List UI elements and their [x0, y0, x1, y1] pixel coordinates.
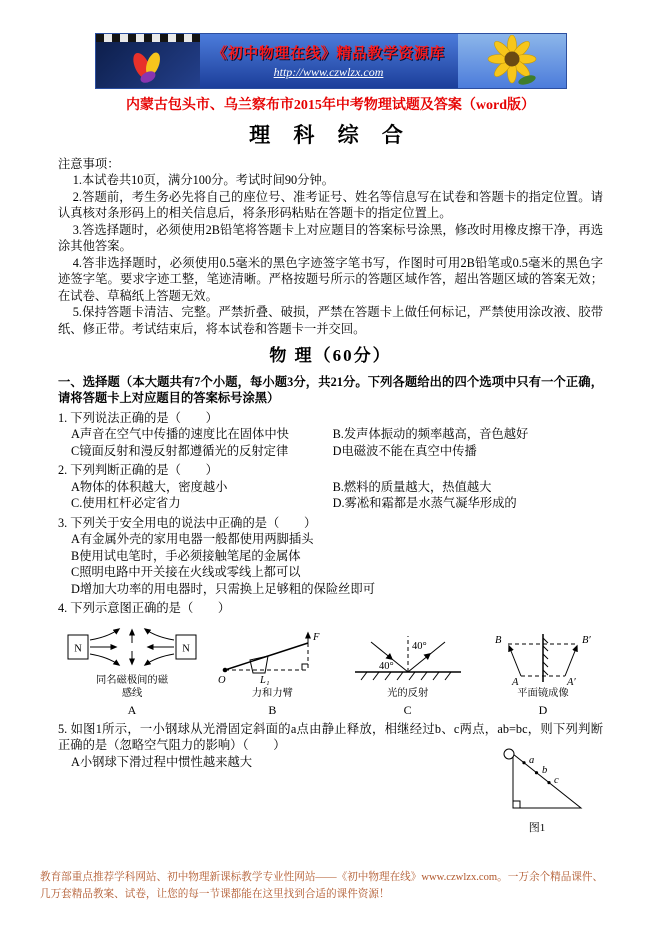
question-2-option-a: A物体的体积越大，密度越小: [71, 479, 228, 494]
question-5-option-a: A小钢球下滑过程中惯性越来越大: [71, 754, 253, 769]
object-bottom-label: A: [511, 677, 519, 687]
note-item-1: 1.本试卷共10页，满分100分。考试时间90分钟。: [72, 173, 335, 188]
question-3: [58, 515, 603, 597]
magnetic-field-diagram: [66, 621, 198, 673]
note-item-3: 3.答选择题时，必须使用2B铅笔将答题卡上对应题目的答案标号涂黑，修改时用橡皮擦干净，再选涂其他答案。: [58, 222, 603, 254]
lever-diagram: [216, 630, 328, 686]
force-label: F: [313, 632, 320, 644]
paper-main-title: 理 科 综 合: [249, 123, 412, 147]
checker-pattern: [96, 34, 200, 42]
figure-1-caption: 图1: [528, 821, 546, 834]
promo-footer: [40, 870, 625, 904]
question-2-option-d: D.雾凇和霜都是水蒸气凝华形成的: [332, 496, 517, 511]
question-2-options: [58, 479, 603, 512]
question-4: [58, 600, 603, 718]
angle-right-label: 40°: [411, 641, 427, 653]
document-title: 内蒙古包头市、乌兰察布市2015年中考物理试题及答案（word版）: [125, 98, 536, 113]
point-b-label: b: [542, 764, 548, 776]
question-4-stem: 4. 下列示意图正确的是（ ）: [58, 601, 231, 616]
figure-c-letter: C: [403, 702, 412, 717]
question-1-option-b: B.发声体振动的频率越高，音色越好: [332, 427, 529, 442]
question-1-option-d: D电磁波不能在真空中传播: [332, 443, 477, 458]
question-1-option-c: C镜面反射和漫反射都遵循光的反射定律: [71, 443, 289, 458]
question-5-body: [58, 754, 603, 836]
figure-lever: [216, 630, 328, 718]
paper-body: [0, 156, 661, 835]
footer-line-1: 教育部重点推荐学科网站、初中物理新课标教学专业性网站——《初中物理在线》www.czwlzx.com。一万余个精品课件、: [40, 872, 604, 884]
question-3-option-c: C照明电路中开关接在火线或零线上都可以: [71, 565, 301, 580]
question-1: [58, 410, 603, 459]
figure-incline: [485, 748, 589, 836]
figure-a-caption: 同名磁极间的磁感线: [95, 675, 169, 700]
point-c-label: c: [554, 774, 559, 786]
point-a-label: a: [529, 754, 535, 766]
object-top-label: B: [494, 635, 502, 647]
figure-b-letter: B: [268, 702, 277, 717]
question-5-stem: 5. 如图1所示，一小钢球从光滑固定斜面的a点由静止释放，相继经过b、c两点，ab=bc，则下列判断正确的是（忽略空气阻力的影响）（ ）: [58, 721, 603, 753]
question-2-stem: 2. 下列判断正确的是（ ）: [58, 463, 218, 478]
angle-left-label: 40°: [378, 661, 394, 673]
section-1-heading: 一、选择题（本大题共有7个小题，每小题3分，共21分。下列各题给出的四个选项中只有一个正确，请将答题卡上对应题目的答案标号涂黑）: [58, 374, 603, 406]
question-2-option-c: C.使用杠杆必定省力: [71, 496, 181, 511]
note-item-5: 5.保持答题卡清洁、完整。严禁折叠、破损，严禁在答题卡上做任何标记，严禁使用涂改液、胶带纸、修正带。考试结束后，将本试卷和答题卡一并交回。: [58, 305, 603, 336]
sunflower-icon: [483, 35, 541, 87]
note-item-4: 4.答非选择题时，必须使用0.5毫米的黑色字迹签字笔书写，作图时可用2B铅笔或0.5毫米的黑色字迹签字笔。要求字迹工整，笔迹清晰。严格按题号所示的答题区域作答，超出答题区域的答案无效；在试卷、草稿纸上答题无效。: [58, 255, 603, 303]
figure-plane-mirror: [487, 630, 599, 718]
image-top-label: B′: [581, 635, 591, 647]
figure-magnetic-field: [66, 621, 198, 717]
question-3-option-a: A有金属外壳的家用电器一般都使用两脚插头: [71, 532, 314, 547]
lever-arm-label: L₁: [260, 675, 270, 687]
footer-line-2: 几万套精品教案、试卷，让您的每一节课都能在这里找到合适的课件资源！: [40, 889, 390, 901]
question-1-stem: 1. 下列说法正确的是（ ）: [58, 410, 218, 425]
banner-sunflower-panel: [458, 34, 566, 88]
subject-title: 物 理（60分）: [269, 346, 392, 366]
question-3-option-d: D增加大功率的用电器时，只需换上足够粗的保险丝即可: [71, 581, 376, 596]
question-1-option-a: A声音在空气中传播的速度比在固体中快: [71, 427, 289, 442]
left-pole-label: N: [74, 643, 82, 655]
figure-reflection: [347, 630, 469, 718]
right-pole-label: N: [182, 643, 190, 655]
incline-diagram: [485, 748, 589, 820]
question-3-option-b: B使用试电笔时，手必须接触笔尾的金属体: [71, 548, 301, 563]
banner-site-title: 《初中物理在线》精品教学资源库: [212, 46, 445, 62]
note-item-2: 2.答题前，考生务必先将自己的座位号、准考证号、姓名等信息写在试卷和答题卡的指定位置。请认真核对条形码上的相关信息后，将条形码粘贴在答题卡的指定位置上。: [58, 189, 603, 221]
banner-logo-panel: [96, 34, 200, 88]
site-banner: [95, 33, 567, 89]
plane-mirror-diagram: [487, 630, 599, 686]
figure-b-caption: 力和力臂: [251, 688, 293, 700]
reflection-diagram: [347, 630, 469, 686]
question-2-option-b: B.燃料的质量越大，热值越大: [332, 479, 492, 494]
figure-c-caption: 光的反射: [387, 688, 429, 700]
banner-text-panel: [200, 34, 458, 88]
figure-a-letter: A: [127, 702, 137, 717]
question-1-options: [58, 426, 603, 459]
logo-flower-icon: [125, 46, 171, 88]
question-5: [58, 721, 603, 836]
question-2: [58, 462, 603, 511]
question-4-figures: [66, 621, 599, 717]
figure-d-letter: D: [538, 702, 548, 717]
question-3-stem: 3. 下列关于安全用电的说法中正确的是（ ）: [58, 515, 317, 530]
notes-heading: 注意事项：: [58, 157, 120, 171]
figure-d-caption: 平面镜成像: [517, 688, 569, 700]
pivot-label: O: [218, 675, 226, 687]
image-bottom-label: A′: [566, 677, 576, 687]
banner-site-url[interactable]: http://www.czwlzx.com: [273, 65, 384, 79]
